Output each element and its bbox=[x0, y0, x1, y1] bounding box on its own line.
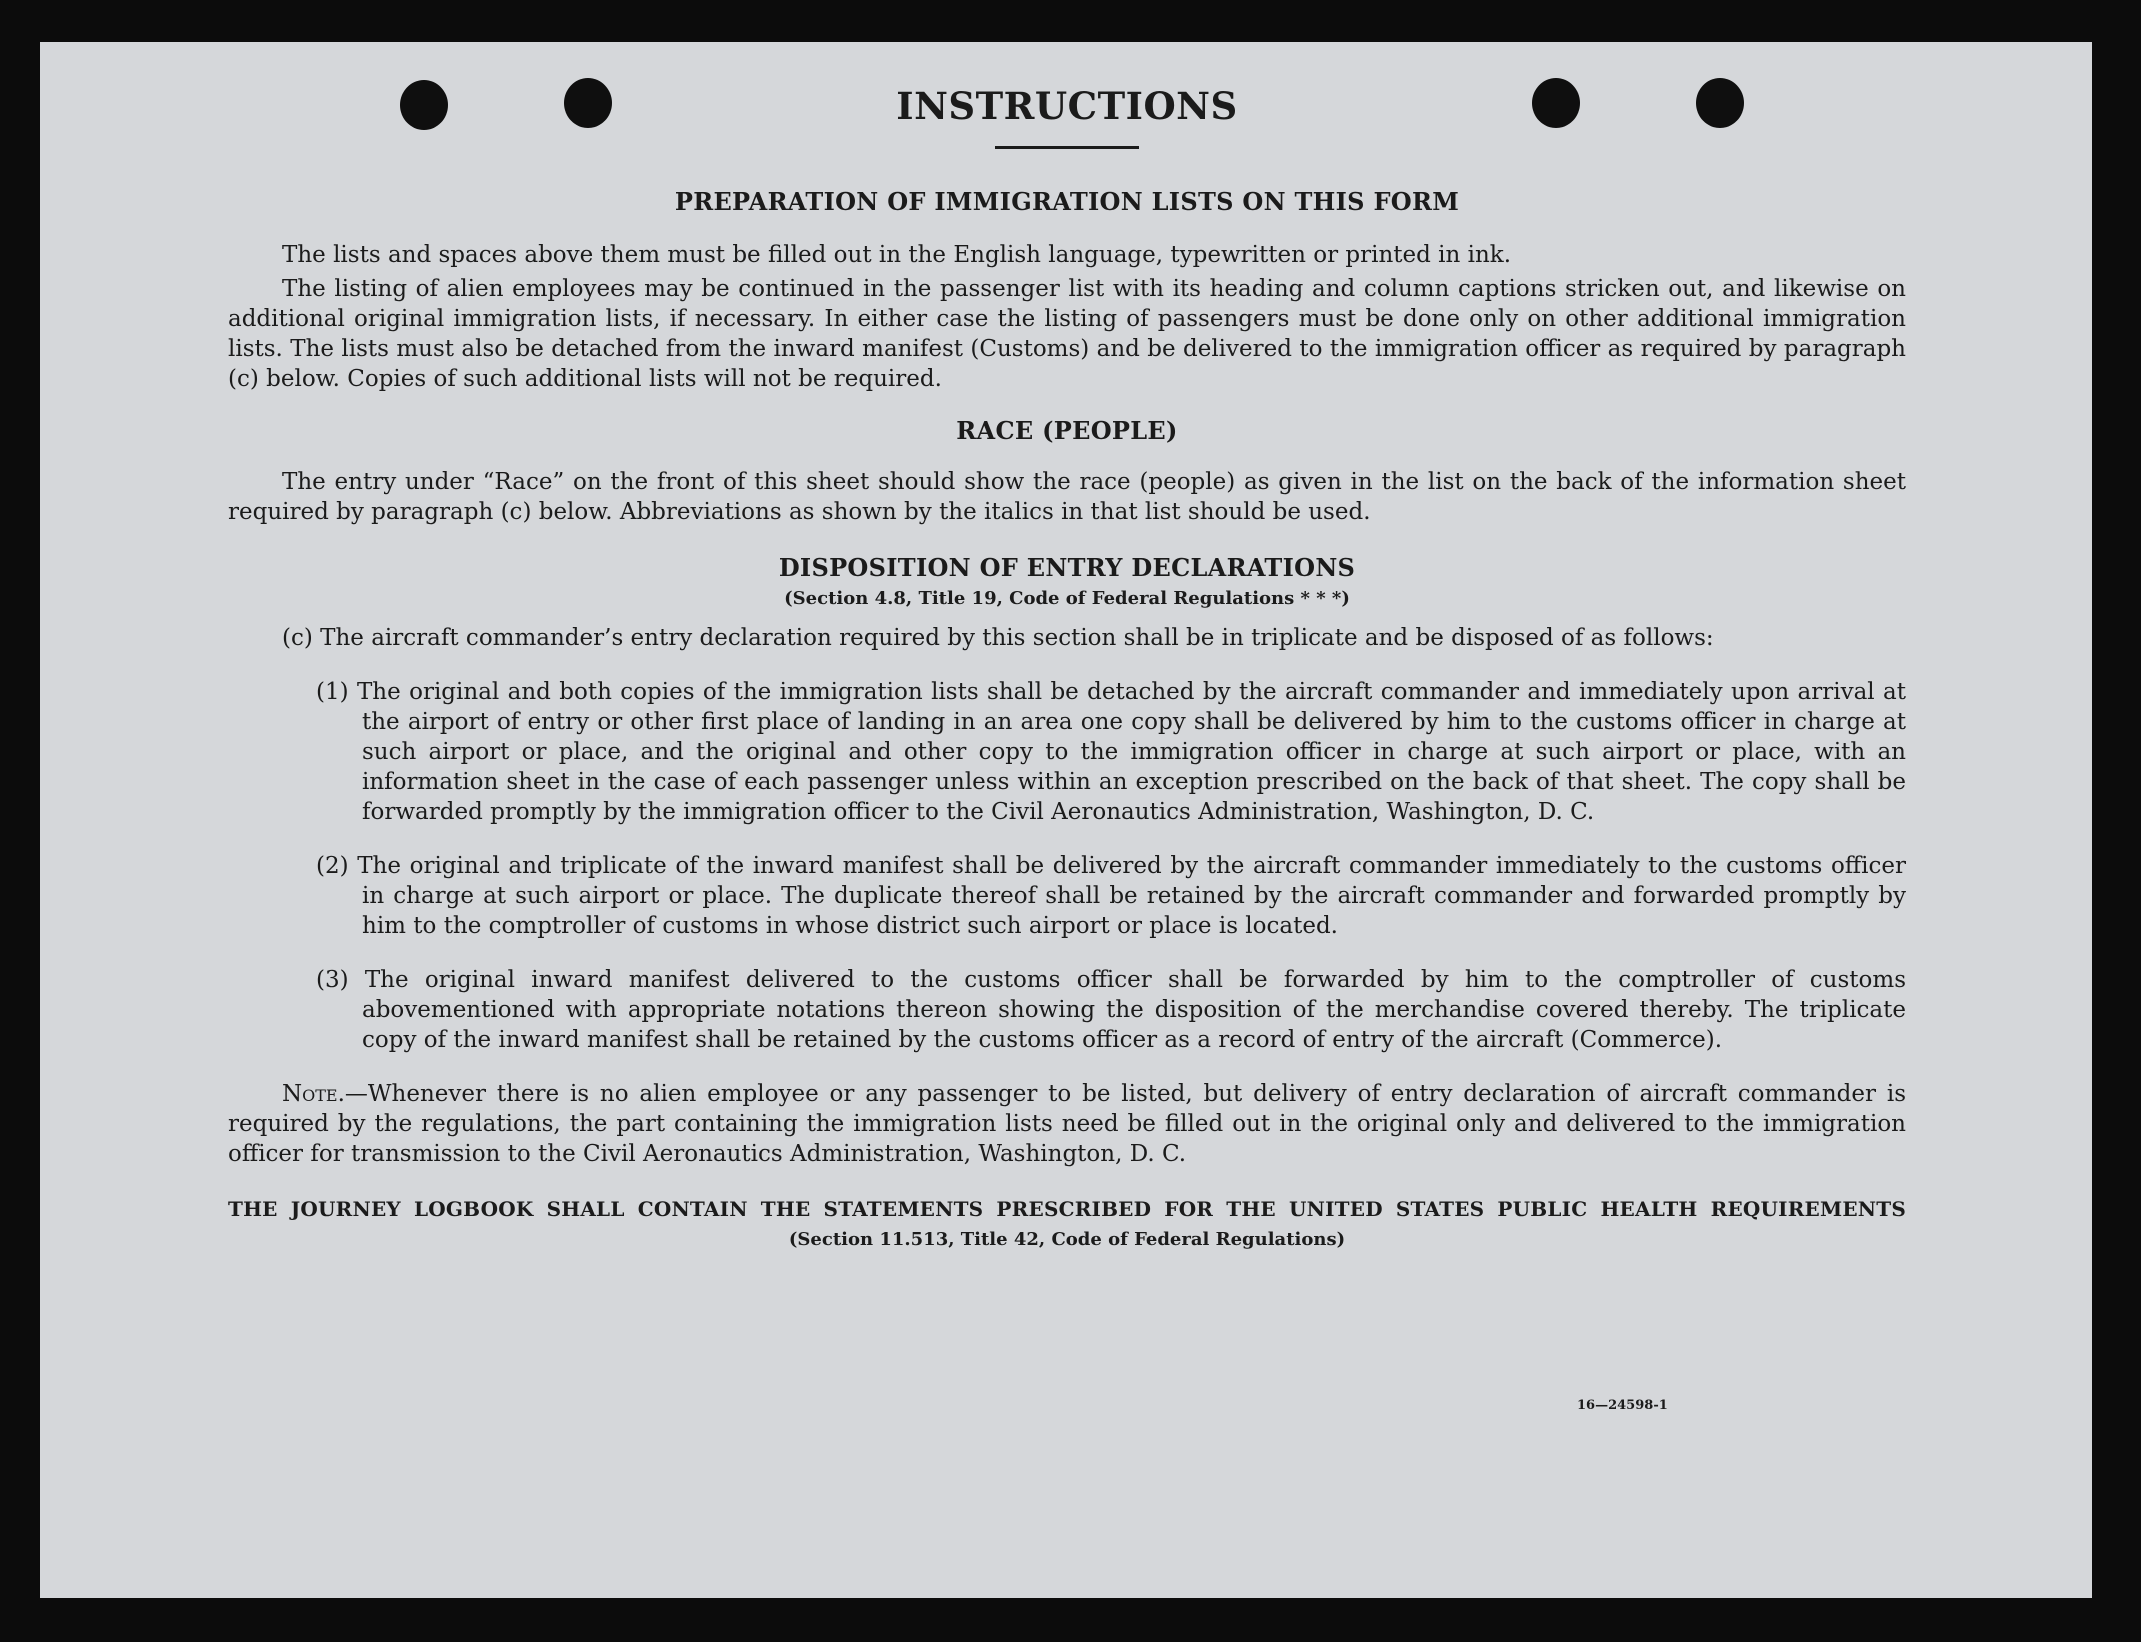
disposition-item-1: (1) The original and both copies of the immigration lists shall be detached by the aircraft commander and immediately upon arrival at the airport of entry or other first place of landing in an area one copy shall be delivered by him to the customs officer in charge at such airport or place, and the original and other copy to the immigration officer in charge at such airport or place, with an information sheet in the case of each passenger unless within an exception prescribed on the back of that sheet. The copy shall be forwarded promptly by the immigration officer to the Civil Aeronautics Administration, Washington, D. C. bbox=[316, 679, 1906, 825]
disposition-item-2: (2) The original and triplicate of the inward manifest shall be delivered by the aircraft commander immediately to the customs officer in charge at such airport or place. The duplicate thereof shall be retained by the aircraft commander and forwarded promptly by him to the comptroller of customs in whose district such airport or place is located. bbox=[316, 853, 1906, 939]
preparation-paragraph-2: The listing of alien employees may be continued in the passenger list with its heading and column captions stricken out, and likewise on additional original immigration lists, if necessary. In either case the listing of passengers must be done only on other additional immigration lists. The lists must also be detached from the inward manifest (Customs) and be delivered to the immigration officer as required by paragraph (c) below. Copies of such additional lists will not be required. bbox=[228, 276, 1906, 392]
note-text: —Whenever there is no alien employee or any passenger to be listed, but delivery of entry declaration of aircraft commander is required by the regulations, the part containing the immigration lists need be filled out in the original only and delivered to the immigration officer for transmission to the Civil Aeronautics Administration, Washington, D. C. bbox=[228, 1081, 1906, 1167]
note-paragraph bbox=[228, 1079, 1906, 1169]
document-sheet bbox=[40, 42, 2092, 1598]
page-title: INSTRUCTIONS bbox=[896, 84, 1238, 128]
title-rule bbox=[995, 146, 1139, 149]
disposition-citation: (Section 4.8, Title 19, Code of Federal Regulations * * *) bbox=[784, 588, 1350, 609]
health-citation: (Section 11.513, Title 42, Code of Federal Regulations) bbox=[788, 1229, 1346, 1250]
note-label: Note. bbox=[282, 1081, 345, 1107]
race-heading: RACE (PEOPLE) bbox=[956, 416, 1178, 445]
disposition-heading: DISPOSITION OF ENTRY DECLARATIONS bbox=[778, 553, 1356, 582]
disposition-intro: (c) The aircraft commander’s entry declaration required by this section shall be in triplicate and be disposed of as follows: bbox=[282, 625, 1714, 651]
preparation-paragraph-1: The lists and spaces above them must be filled out in the English language, typewritten or printed in ink. bbox=[282, 242, 1512, 268]
health-heading: THE JOURNEY LOGBOOK SHALL CONTAIN THE STATEMENTS PRESCRIBED FOR THE UNITED STATES PUBLIC HEALTH REQUIREMENTS bbox=[228, 1197, 1906, 1221]
race-paragraph: The entry under “Race” on the front of this sheet should show the race (people) as given in the list on the back of the information sheet required by paragraph (c) below. Abbreviations as shown by the italics in that list should be used. bbox=[228, 469, 1906, 525]
instructions-content bbox=[228, 42, 1906, 1250]
preparation-heading: PREPARATION OF IMMIGRATION LISTS ON THIS FORM bbox=[674, 187, 1460, 216]
disposition-item-3: (3) The original inward manifest delivered to the customs officer shall be forwarded by him to the comptroller of customs abovementioned with appropriate notations thereon showing the disposition of the merchandise covered thereby. The triplicate copy of the inward manifest shall be retained by the customs officer as a record of entry of the aircraft (Commerce). bbox=[316, 967, 1906, 1053]
form-number: 16—24598-1 bbox=[1577, 1398, 1668, 1413]
